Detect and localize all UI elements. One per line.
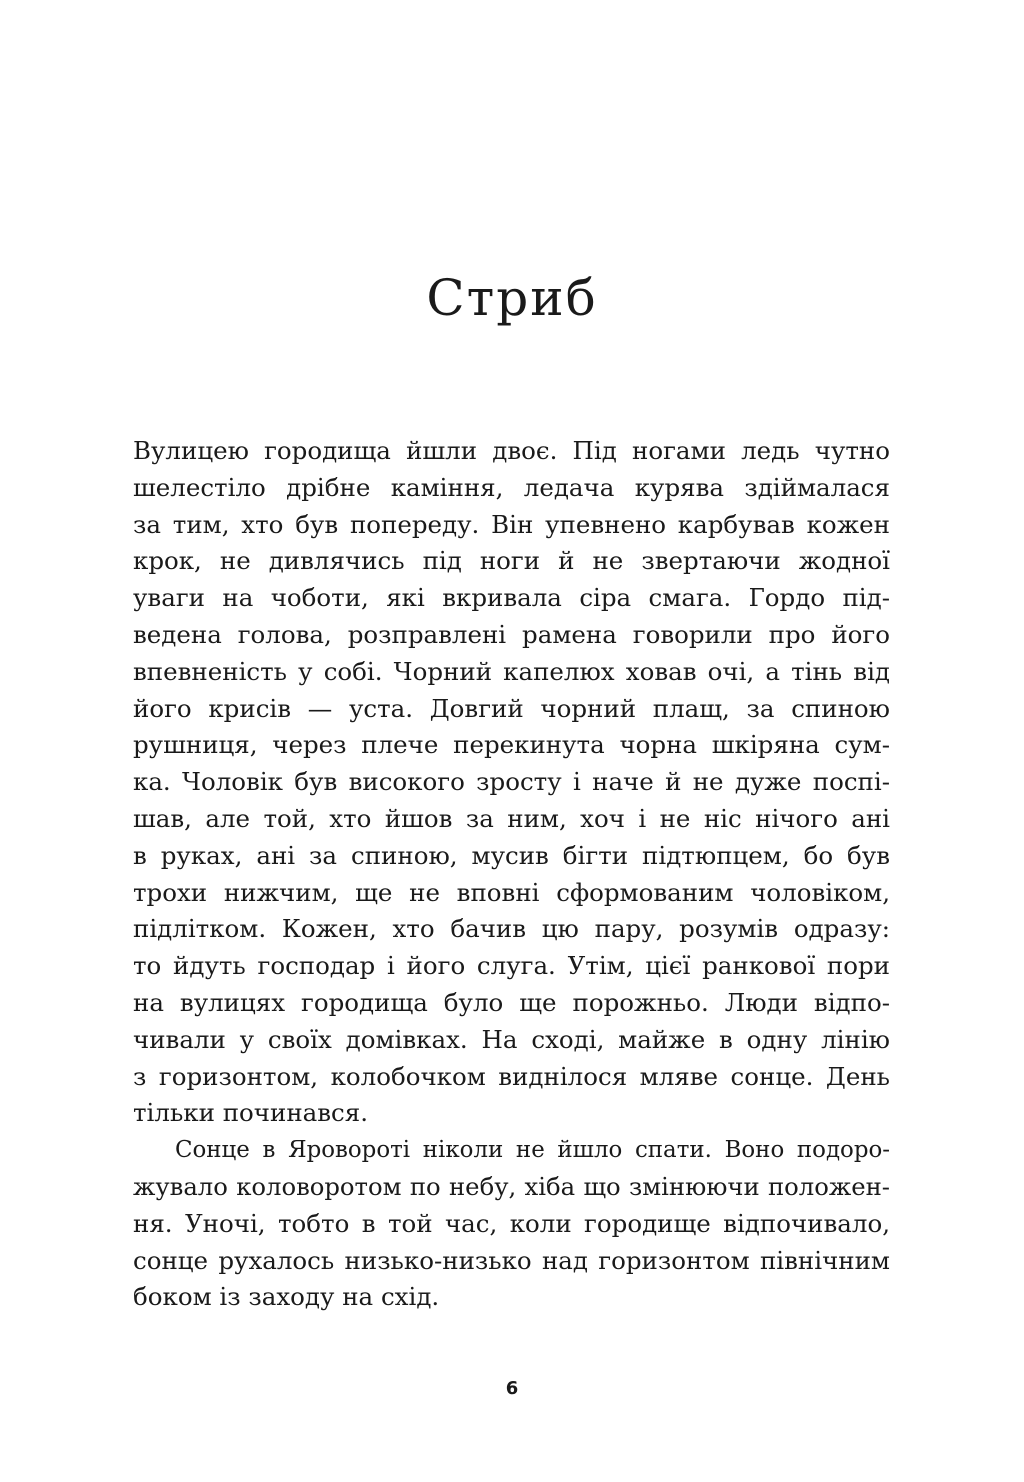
text-line: Сонце в Яровороті ніколи не йшло спати. Воно подоро- — [175, 1137, 890, 1164]
text-line: підлітком. Кожен, хто бачив цю пару, розумів одразу: — [133, 914, 890, 944]
text-line: крок, не дивлячись під ноги й не звертаючи жодної — [133, 546, 890, 576]
text-line: в руках, ані за спиною, мусив бігти підтюпцем, бо був — [133, 840, 890, 870]
paragraph-2 — [133, 1132, 890, 1316]
text-line: шав, але той, хто йшов за ним, хоч і не ніс нічого ані — [133, 803, 890, 833]
body-text — [133, 433, 890, 1316]
text-line: Вулицею городища йшли двоє. Під ногами ледь чутно — [133, 436, 890, 465]
page-number: 6 — [505, 1378, 519, 1399]
text-line: з горизонтом, колобочком виднілося мляве сонце. День — [133, 1061, 890, 1091]
text-line: ка. Чоловік був високого зросту і наче й не дуже поспі- — [133, 767, 890, 797]
text-line: боком із заходу на схід. — [133, 1282, 440, 1312]
text-line: то йдуть господар і його слуга. Утім, цієї ранкової пори — [133, 951, 890, 981]
text-line: на вулицях городища було ще порожньо. Люди відпо- — [133, 987, 890, 1017]
text-line: ня. Уночі, тобто в той час, коли городище відпочивало, — [133, 1208, 890, 1238]
text-line: шелестіло дрібне каміння, ледача курява здіймалася — [133, 472, 890, 502]
text-line: за тим, хто був попереду. Він упевнено карбував кожен — [133, 509, 890, 539]
paragraph-1 — [133, 433, 890, 1132]
text-line: тільки починався. — [133, 1098, 369, 1128]
text-line: уваги на чоботи, які вкривала сіра смага. Гордо під- — [133, 583, 890, 613]
text-line: чивали у своїх домівках. На сході, майже в одну лінію — [133, 1024, 890, 1054]
text-line: рушниця, через плече перекинута чорна шкіряна сум- — [133, 730, 890, 760]
text-line: сонце рухалось низько-низько над горизонтом північним — [133, 1245, 890, 1275]
chapter-title: Стриб — [426, 269, 598, 327]
text-line: жувало коловоротом по небу, хіба що змінюючи положен- — [133, 1171, 890, 1201]
text-line: ведена голова, розправлені рамена говорили про його — [133, 619, 890, 649]
text-line: його крисів — уста. Довгий чорний плащ, за спиною — [133, 693, 890, 723]
text-line: трохи нижчим, ще не вповні сформованим чоловіком, — [133, 877, 890, 907]
text-line: впевненість у собі. Чорний капелюх ховав очі, а тінь від — [133, 656, 890, 686]
